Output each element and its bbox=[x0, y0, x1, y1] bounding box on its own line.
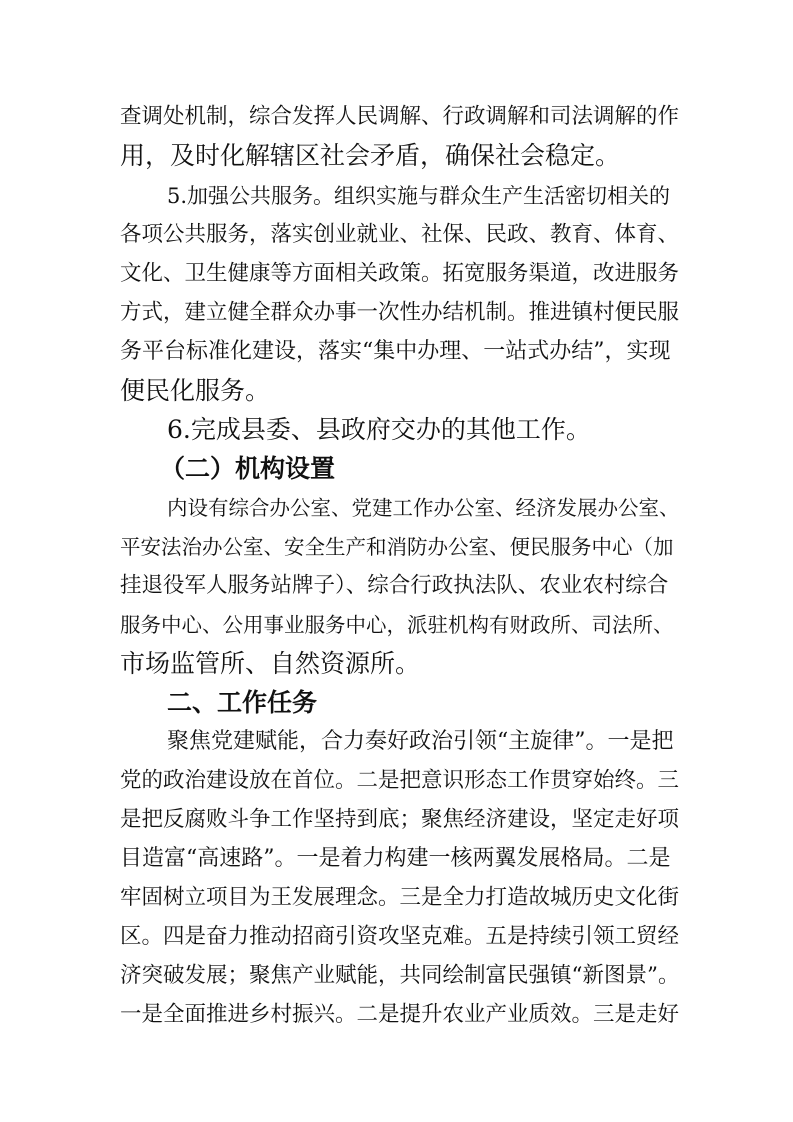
text-line: 区。四是奋力推动招商引资攻坚克难。五是持续引领工贸经 bbox=[120, 924, 680, 949]
text-line: 挂退役军人服务站牌子）、综合行政执法队、农业农村综合 bbox=[120, 573, 669, 598]
text-line: 6.完成县委、县政府交办的其他工作。 bbox=[167, 415, 591, 444]
text-line: 平安法治办公室、安全生产和消防办公室、便民服务中心（加 bbox=[120, 535, 674, 559]
text-line: 用，及时化解辖区社会矛盾，确保社会稳定。 bbox=[120, 141, 621, 170]
text-line: 是把反腐败斗争工作坚持到底；聚焦经济建设，坚定走好项 bbox=[120, 807, 680, 832]
text-line: 各项公共服务，落实创业就业、社保、民政、教育、体育、 bbox=[120, 222, 680, 247]
text-line: 济突破发展；聚焦产业赋能，共同绘制富民强镇“新图景”。 bbox=[120, 963, 680, 988]
text-line: 务平台标准化建设，落实“集中办理、一站式办结”，实现 bbox=[120, 339, 671, 364]
text-line: 市场监管所、自然资源所。 bbox=[120, 649, 421, 678]
text-line: 服务中心、公用事业服务中心，派驻机构有财政所、司法所、 bbox=[120, 613, 674, 637]
text-line: 牢固树立项目为王发展理念。三是全力打造故城历史文化街 bbox=[120, 885, 680, 910]
text-line: 查调处机制，综合发挥人民调解、行政调解和司法调解的作 bbox=[120, 104, 680, 129]
text-line: 5.加强公共服务。组织实施与群众生产生活密切相关的 bbox=[167, 184, 671, 208]
text-line: 内设有综合办公室、党建工作办公室、经济发展办公室、 bbox=[167, 496, 680, 520]
text-line: 党的政治建设放在首位。二是把意识形态工作贯穿始终。三 bbox=[120, 768, 680, 793]
text-line: 目造富“高速路”。一是着力构建一核两翼发展格局。二是 bbox=[120, 846, 671, 871]
text-line: 便民化服务。 bbox=[120, 376, 271, 405]
text-line: 一是全面推进乡村振兴。二是提升农业产业质效。三是走好 bbox=[120, 1002, 680, 1027]
section-heading-tasks: 二、工作任务 bbox=[167, 688, 318, 717]
text-line: 文化、卫生健康等方面相关政策。拓宽服务渠道，改进服务 bbox=[120, 261, 680, 286]
section-heading-institution: （二）机构设置 bbox=[160, 454, 336, 483]
text-line: 聚焦党建赋能，合力奏好政治引领“主旋律”。一是把 bbox=[167, 729, 674, 754]
text-line: 方式，建立健全群众办事一次性办结机制。推进镇村便民服 bbox=[120, 300, 680, 325]
